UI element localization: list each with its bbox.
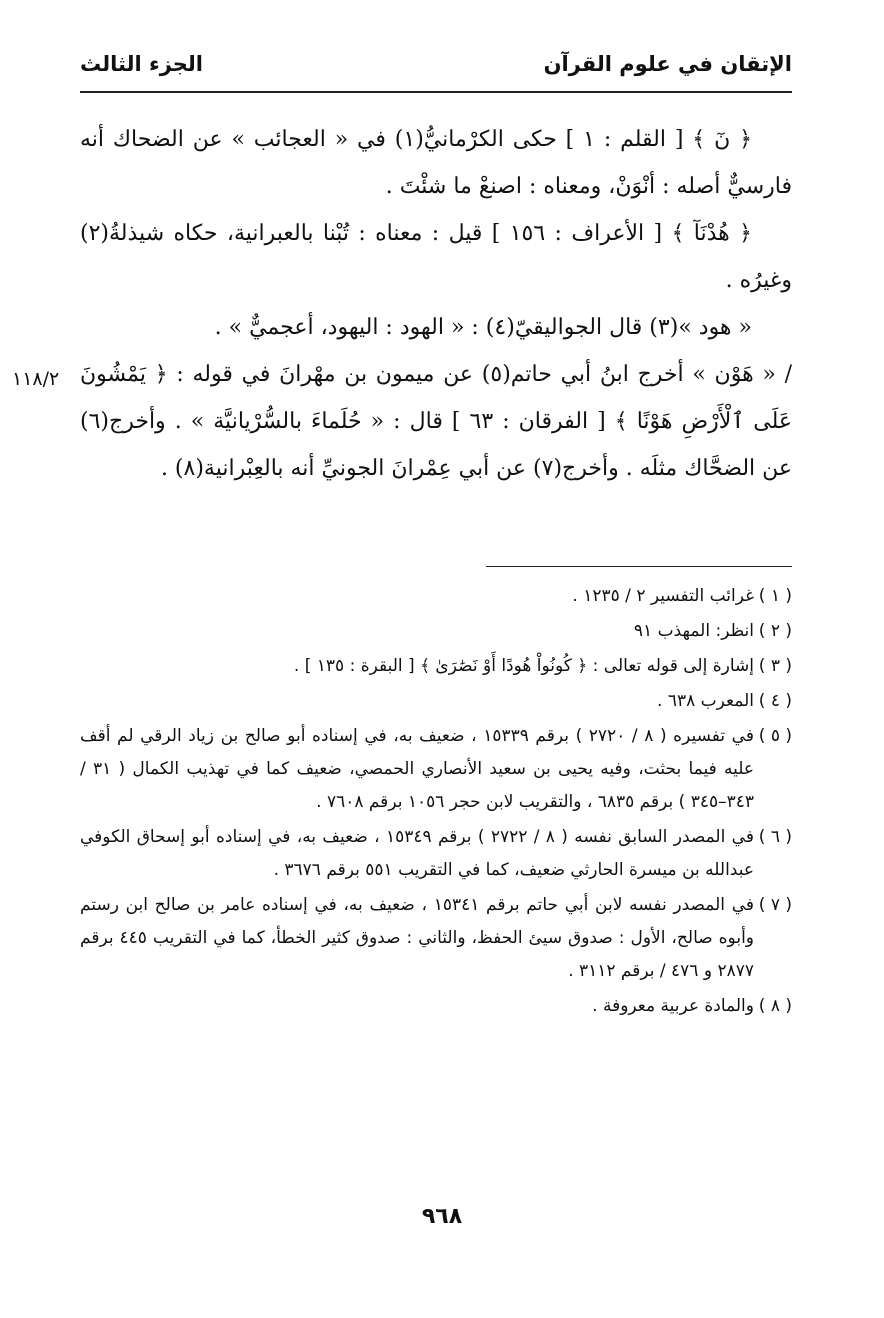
footnote-number: ( ٦ ) bbox=[758, 827, 792, 847]
footnote-6 bbox=[80, 821, 792, 887]
footnote-number: ( ٣ ) bbox=[758, 656, 792, 676]
footnote-text: والمادة عربية معروفة . bbox=[592, 996, 754, 1016]
footnote-4 bbox=[80, 685, 792, 718]
footnote-number: ( ١ ) bbox=[758, 586, 792, 606]
page-number: ٩٦٨ bbox=[421, 1204, 463, 1229]
footnote-text: في المصدر نفسه لابن أبي حاتم برقم ١٥٣٤١ ، ضعيف به، في إسناده عامر بن صالح ابن رستم وأبوه صالح، الأول : صدوق سيئ الحفظ، والثاني : صدوق كثير الخطأ، كما في التقريب ٤٤٥ برقم ٢٨٧٧ و ٤٧٦ / برقم ٣١١٢ . bbox=[80, 895, 754, 981]
entry-hudna: ﴿ هُدْنَآ ﴾ [ الأعراف : ١٥٦ ] قيل : معناه : تُبْنا بالعبرانية، حكاه شيذلةُ(٢) وغيرُه . bbox=[80, 221, 792, 293]
footnote-2 bbox=[80, 615, 792, 648]
main-text bbox=[80, 116, 792, 492]
footnote-1 bbox=[80, 580, 792, 613]
entry-nun: ﴿ نٓ ﴾ [ القلم : ١ ] حكى الكرْمانيُّ(١) في « العجائب » عن الضحاك أنه فارسيٌّ أصله : أنْوَنْ، ومعناه : اصنعْ ما شئْتَ . bbox=[80, 127, 792, 199]
header-divider bbox=[80, 91, 792, 93]
footnote-text: غرائب التفسير ٢ / ١٢٣٥ . bbox=[572, 586, 754, 606]
footnote-7 bbox=[80, 889, 792, 988]
footnote-8 bbox=[80, 990, 792, 1023]
footnote-text: في تفسيره ( ٨ / ٢٧٢٠ ) برقم ١٥٣٣٩ ، ضعيف به، في إسناده أبو صالح بن زياد الرقي لم أقف عليه فيما بحثت، وفيه يحيى بن سعيد الأنصاري الحمصي، ضعيف كما في تهذيب الكمال ( ٣١ / ٣٤٣–٣٤٥ ) برقم ٦٨٣٥ ، والتقريب لابن حجر ١٠٥٦ برقم ٧٦٠٨ . bbox=[80, 726, 754, 812]
footnote-divider bbox=[486, 566, 792, 567]
footnote-number: ( ٧ ) bbox=[758, 895, 792, 915]
footnote-number: ( ٥ ) bbox=[758, 726, 792, 746]
entry-hud: « هود »(٣) قال الجواليقيّ(٤) : « الهود : اليهود، أعجميٌّ » . bbox=[214, 315, 752, 340]
part-title: الجزء الثالث bbox=[80, 52, 203, 76]
entry-hawn: / « هَوْن » أخرج ابنُ أبي حاتم(٥) عن ميمون بن مهْرانَ في قوله : ﴿ يَمْشُونَ عَلَى ٱلْأَرْضِ هَوْنًا ﴾ [ الفرقان : ٦٣ ] قال : « حُلَماءَ بالسُّرْيانيَّة » . وأخرج(٦) عن الضحَّاك مثلَه . وأخرج(٧) عن أبي عِمْرانَ الجونيِّ أنه بالعِبْرانية(٨) . bbox=[80, 362, 793, 481]
footnote-number: ( ٨ ) bbox=[758, 996, 792, 1016]
running-header bbox=[80, 48, 792, 92]
book-title: الإتقان في علوم القرآن bbox=[543, 52, 792, 76]
footnote-3 bbox=[80, 650, 792, 683]
footnotes bbox=[80, 580, 792, 1025]
footnote-text: إشارة إلى قوله تعالى : ﴿ كُونُواْ هُودًا أَوْ نَصَٰرَىٰ ﴾ [ البقرة : ١٣٥ ] . bbox=[293, 656, 754, 676]
footnote-number: ( ٢ ) bbox=[758, 621, 792, 641]
footnote-text: المعرب ٦٣٨ . bbox=[657, 691, 754, 711]
footnote-number: ( ٤ ) bbox=[758, 691, 792, 711]
footnote-text: في المصدر السابق نفسه ( ٨ / ٢٧٢٢ ) برقم ١٥٣٤٩ ، ضعيف به، في إسناده أبو إسحاق الكوفي عبدالله بن ميسرة الحارثي ضعيف، كما في التقريب ٥٥١ برقم ٣٦٧٦ . bbox=[80, 827, 754, 880]
margin-reference: ١١٨/٢ bbox=[12, 368, 60, 390]
footnote-5 bbox=[80, 720, 792, 819]
footnote-text: انظر: المهذب ٩١ bbox=[633, 621, 754, 641]
